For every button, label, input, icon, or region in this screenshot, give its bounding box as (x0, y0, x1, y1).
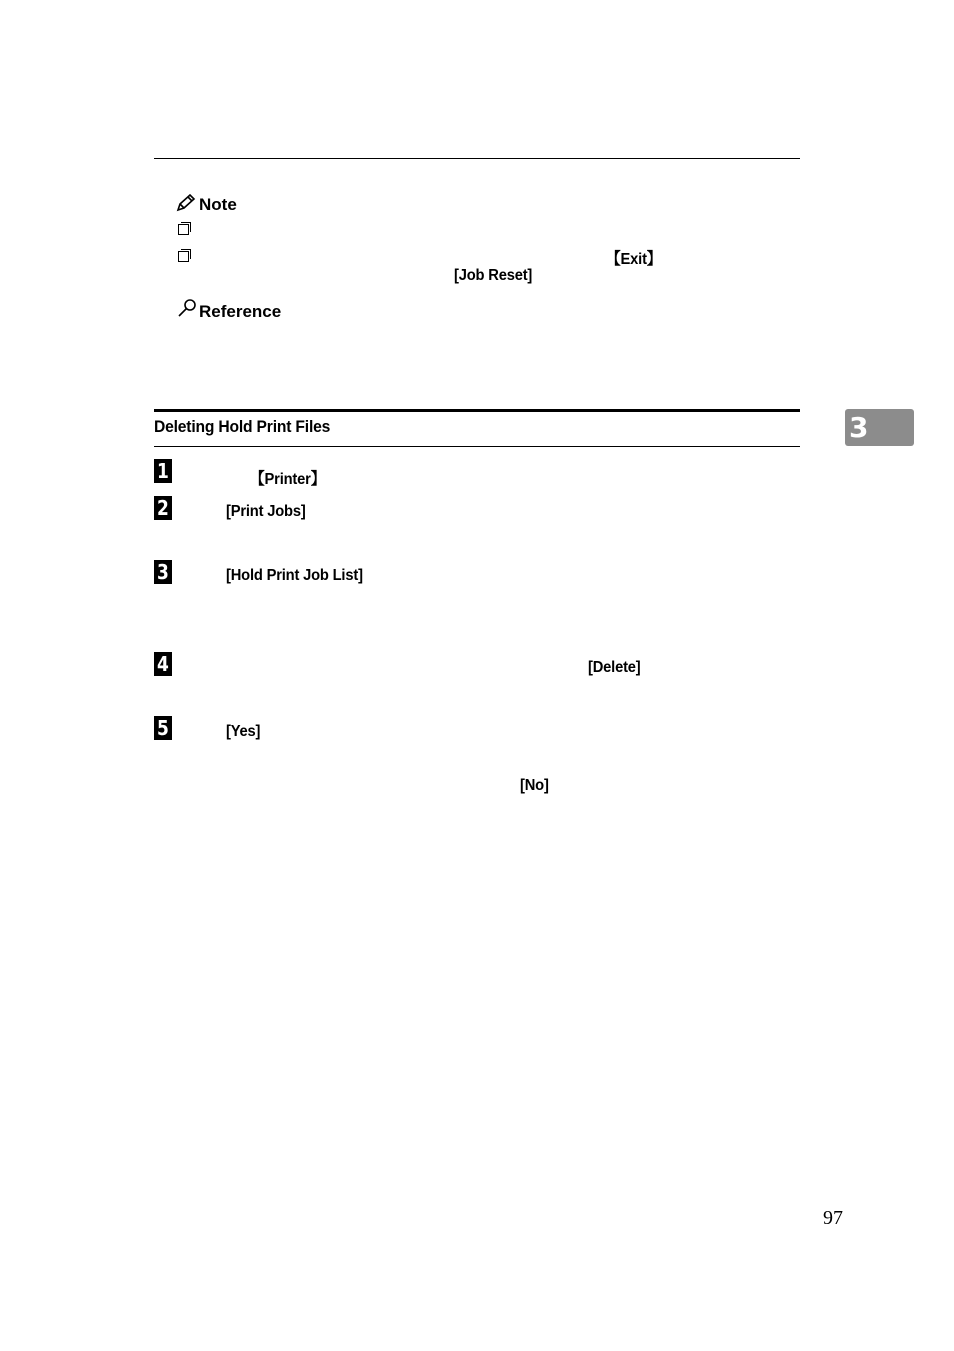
page-number: 97 (823, 1207, 843, 1229)
print-jobs-button: [Print Jobs] (226, 503, 306, 520)
note-title: Note (199, 195, 237, 214)
yes-button: [Yes] (226, 723, 261, 740)
step-number-5: 5 (154, 716, 172, 740)
magnifier-icon (177, 298, 197, 318)
step-number-3: 3 (154, 560, 172, 584)
section-bottom-rule (154, 446, 800, 447)
step-number-1: 1 (154, 459, 172, 483)
section-top-rule (154, 409, 800, 412)
checkbox-bullet-icon (178, 251, 189, 262)
chapter-tab (845, 409, 914, 446)
hold-print-job-list-button: [Hold Print Job List] (226, 567, 363, 584)
printer-key: 【Printer】 (250, 471, 326, 488)
no-button: [No] (520, 777, 549, 794)
reference-title: Reference (199, 302, 282, 321)
step-number-2: 2 (154, 496, 172, 520)
exit-key: 【Exit】 (606, 251, 662, 268)
header-rule (154, 158, 800, 159)
job-reset-button: [Job Reset] (454, 267, 533, 284)
delete-button: [Delete] (588, 659, 641, 676)
pencil-icon (176, 194, 196, 212)
chapter-number: 3 (849, 411, 869, 444)
checkbox-bullet-icon (178, 224, 189, 235)
section-title: Deleting Hold Print Files (154, 417, 331, 436)
step-number-4: 4 (154, 652, 172, 676)
